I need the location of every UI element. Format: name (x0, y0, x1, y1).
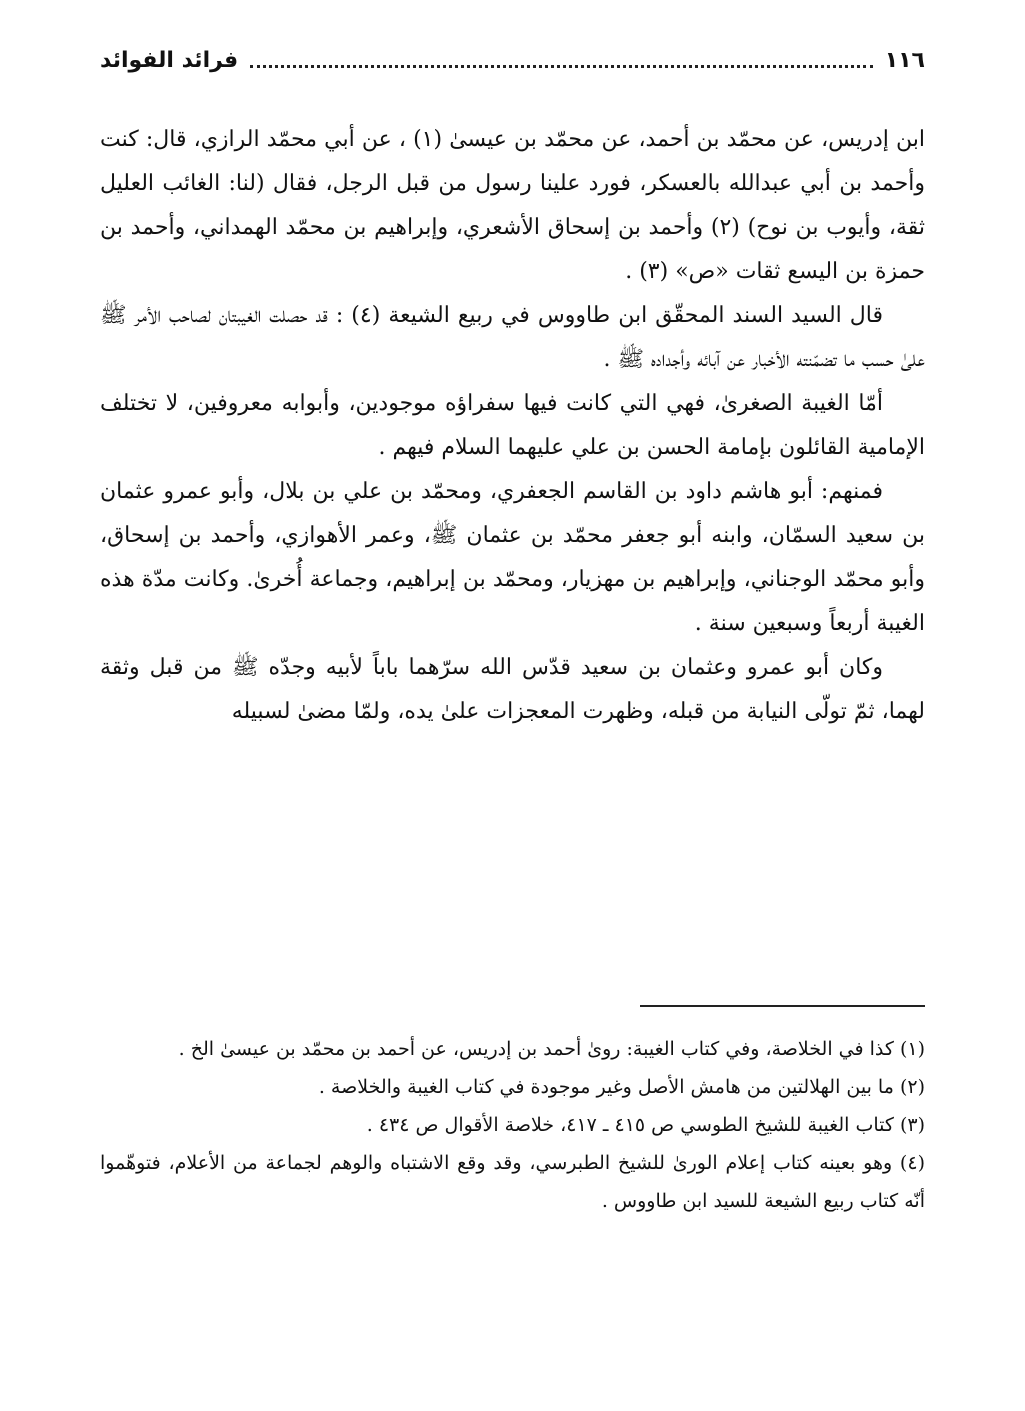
footnote: (١) كذا في الخلاصة، وفي كتاب الغيبة: روىٰ أحمد بن إدريس، عن أحمد بن محمّد بن عيسىٰ الخ . (178, 1038, 925, 1060)
book-title: فرائد الفوائد (100, 47, 239, 73)
footnotes (100, 1030, 925, 1220)
footnote-separator (640, 1005, 925, 1007)
main-text (100, 118, 925, 734)
paragraph: قال السيد السند المحقّق ابن طاووس في ربيع الشيعة (٤) : قد حصلت الغيبتان لصاحب الأمر ﷺ علىٰ حسب ما تضمّنته الأخبار عن آبائه وأجداده ﷺ . (100, 303, 925, 372)
page-number: ١١٦ (884, 47, 925, 73)
footnote: (٤) وهو بعينه كتاب إعلام الورىٰ للشيخ الطبرسي، وقد وقع الاشتباه والوهم لجماعة من الأعلام، فتوهّموا أنّه كتاب ربيع الشيعة للسيد ابن طاووس . (100, 1152, 925, 1212)
footnote: (٢) ما بين الهلالتين من هامش الأصل وغير موجودة في كتاب الغيبة والخلاصة . (318, 1076, 925, 1098)
header-dot-leader (250, 65, 873, 68)
paragraph: وكان أبو عمرو وعثمان بن سعيد قدّس الله سرّهما باباً لأبيه وجدّه ﷺ من قبل وثقة لهما، ثمّ تولّى النيابة من قبله، وظهرت المعجزات علىٰ يده، ولمّا مضىٰ لسبيله (100, 655, 925, 724)
paragraph: ابن إدريس، عن محمّد بن أحمد، عن محمّد بن عيسىٰ (١) ، عن أبي محمّد الرازي، قال: كنت وأحمد بن أبي عبدالله بالعسكر، فورد علينا رسول من قبل الرجل، فقال (لنا: الغائب العليل ثقة، وأيوب بن نوح) (٢) وأحمد بن إسحاق الأشعري، وإبراهيم بن محمّد الهمداني، وأحمد بن حمزة بن اليسع ثقات «ص» (٣) . (100, 127, 926, 284)
running-header (100, 40, 925, 80)
footnote: (٣) كتاب الغيبة للشيخ الطوسي ص ٤١٥ ـ ٤١٧، خلاصة الأقوال ص ٤٣٤ . (366, 1114, 925, 1136)
paragraph: أمّا الغيبة الصغرىٰ، فهي التي كانت فيها سفراؤه موجودين، وأبوابه معروفين، لا تختلف الإمامية القائلون بإمامة الحسن بن علي عليهما السلام فيهم . (100, 391, 925, 460)
paragraph: فمنهم: أبو هاشم داود بن القاسم الجعفري، ومحمّد بن علي بن بلال، وأبو عمرو عثمان بن سعيد السمّان، وابنه أبو جعفر محمّد بن عثمان ﷺ، وعمر الأهوازي، وأحمد بن إسحاق، وأبو محمّد الوجناني، وإبراهيم بن مهزيار، ومحمّد بن إبراهيم، وجماعة أُخرىٰ. وكانت مدّة هذه الغيبة أربعاً وسبعين سنة . (100, 479, 926, 636)
